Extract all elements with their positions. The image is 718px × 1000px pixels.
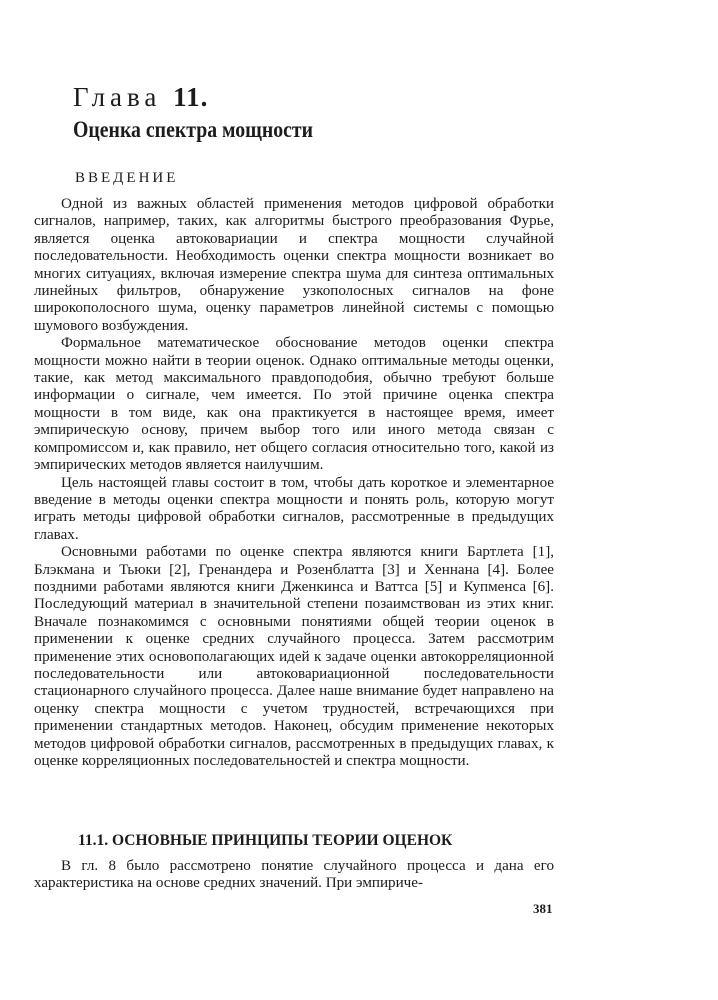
- chapter-label: [73, 80, 208, 114]
- chapter-word: Глава: [73, 82, 162, 112]
- section-paragraph: В гл. 8 было рассмотрено понятие случайного процесса и дана его характеристика на основе средних значений. При эмпириче-: [34, 858, 554, 892]
- page-number: 381: [533, 901, 553, 916]
- intro-heading: ВВЕДЕНИЕ: [75, 170, 179, 186]
- chapter-number: 11.: [173, 82, 209, 112]
- chapter-title: Оценка спектра мощности: [73, 117, 314, 142]
- intro-paragraph-2: Формальное математическое обоснование методов оценки спектра мощности можно найти в теории оценок. Однако оптимальные методы оценки, такие, как метод максимального правдоподобия, обычно требуют больше информации о сигнале, чем имеется. По этой причине оценка спектра мощности в том виде, как она практикуется в настоящее время, имеет эмпирическую основу, причем выбор того или иного метода связан с компромиссом и, как правило, нет общего согласия относительно того, какой из эмпирических методов является наилучшим.: [34, 335, 554, 474]
- section-heading: 11.1. ОСНОВНЫЕ ПРИНЦИПЫ ТЕОРИИ ОЦЕНОК: [78, 832, 453, 849]
- section-text: [34, 858, 554, 893]
- intro-paragraph-3: Цель настоящей главы состоит в том, чтобы дать короткое и элементарное введение в методы оценки спектра мощности и понять роль, которую могут играть методы цифровой обработки сигналов, рассмотренные в предыдущих главах.: [34, 474, 554, 543]
- intro-paragraph-4: Основными работами по оценке спектра являются книги Бартлета [1], Блэкмана и Тьюки [2], Гренандера и Розенблатта [3] и Хеннана [4]. Более поздними работами являются книги Дженкинса и Ваттса [5] и Купменса [6]. Последующий материал в значительной степени позаимствован из этих книг. Вначале познакомимся с основными понятиями общей теории оценок в применении к оценке средних случайного процесса. Затем рассмотрим применение этих основополагающих идей к задаче оценки автокорреляционной последовательности или автоковариационной последовательности стационарного случайного процесса. Далее наше внимание будет направлено на оценку спектра мощности с учетом трудностей, встречающихся при применении стандартных методов. Наконец, обсудим применение некоторых методов цифровой обработки сигналов, рассмотренных в предыдущих главах, к оценке корреляционных последовательностей и спектра мощности.: [34, 544, 554, 769]
- intro-text: [34, 196, 554, 770]
- intro-paragraph-1: Одной из важных областей применения методов цифровой обработки сигналов, например, таких, как алгоритмы быстрого преобразования Фурье, является оценка автоковариации и спектра мощности случайной последовательности. Необходимость оценки спектра мощности возникает во многих ситуациях, включая измерение спектра шума для синтеза оптимальных линейных фильтров, обнаружение узкополосных сигналов на фоне широкополосного шума, оценку параметров линейной системы с помощью шумового возбуждения.: [34, 196, 554, 334]
